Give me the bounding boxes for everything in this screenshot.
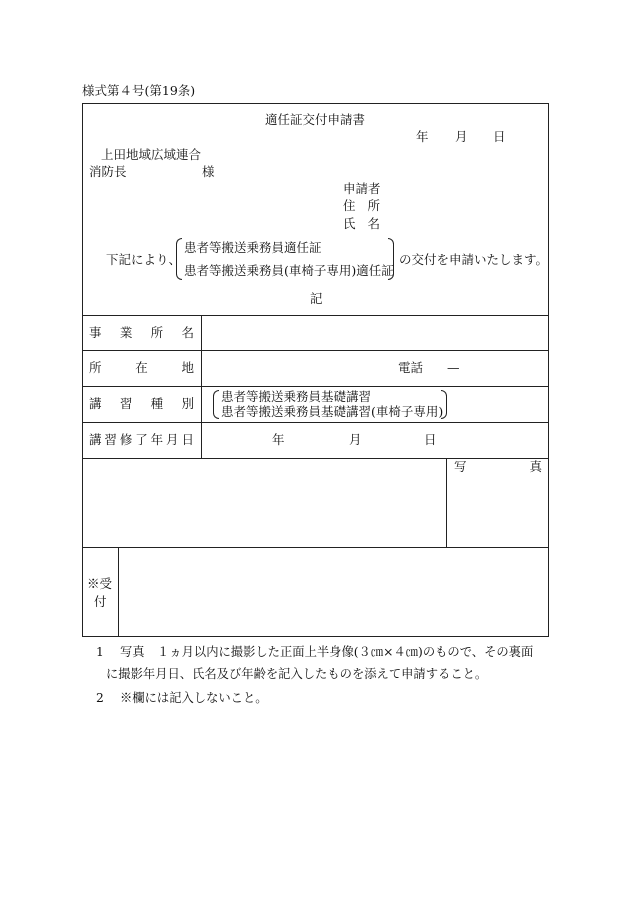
form-title: 適任証交付申請書: [265, 112, 366, 127]
course-bracket-right: [441, 390, 447, 419]
divider: [82, 386, 549, 387]
divider: [82, 422, 549, 423]
certificate-option-1: 患者等搬送乗務員適任証: [184, 240, 322, 255]
divider: [82, 458, 549, 459]
location-label: 所 在 地: [89, 360, 194, 375]
note-2-text: ※欄には記入しないこと。: [120, 691, 268, 705]
office-name-label: 事 業 所 名: [89, 325, 194, 340]
phone-label: 電話: [398, 360, 424, 375]
form-number: 様式第４号(第19条): [82, 83, 196, 98]
photo-box-divider: [446, 458, 447, 547]
applicant-heading: 申請者: [343, 181, 381, 196]
divider: [82, 350, 549, 351]
date-day: 日: [493, 129, 506, 144]
option-bracket-right: [388, 238, 394, 280]
course-type-label: 講 習 種 別: [89, 396, 194, 411]
course-option-2: 患者等搬送乗務員基礎講習(車椅子専用): [221, 404, 444, 419]
addressee-honorific: 様: [202, 164, 215, 179]
reception-label: ※受: [87, 576, 113, 591]
completion-year: 年: [272, 432, 285, 447]
address-label: 住 所: [343, 198, 380, 213]
note-1-continued: に撮影年月日、氏名及び年齢を記入したものを添えて申請すること。: [106, 667, 488, 681]
addressee-chief: 消防長: [89, 164, 127, 179]
completion-day: 日: [424, 432, 437, 447]
reception-label-2: 付: [94, 594, 107, 609]
course-option-1: 患者等搬送乗務員基礎講習: [221, 389, 372, 404]
completion-month: 月: [349, 432, 362, 447]
request-suffix: の交付を申請いたします。: [399, 252, 549, 267]
divider: [82, 315, 549, 316]
note-1-number: 1: [96, 645, 104, 659]
note-2-number: 2: [96, 691, 104, 705]
phone-dash: —: [447, 360, 460, 375]
name-label: 氏 名: [343, 216, 380, 231]
addressee-org: 上田地域広域連合: [101, 147, 202, 162]
ki-heading: 記: [310, 291, 323, 306]
reception-divider: [118, 547, 119, 637]
completion-date-label: 講 習 修 了 年 月 日: [89, 432, 194, 447]
course-bracket-left: [213, 390, 219, 419]
divider: [82, 547, 549, 548]
note-1-text: １ヵ月以内に撮影した正面上半身像(３㎝×４㎝)のもので、その裏面: [157, 645, 534, 659]
request-prefix: 下記により、: [106, 252, 182, 267]
date-month: 月: [455, 129, 468, 144]
label-column-divider: [201, 315, 202, 458]
certificate-option-2: 患者等搬送乗務員(車椅子専用)適任証: [184, 263, 394, 278]
option-bracket-left: [176, 238, 182, 280]
photo-label: 写 真: [454, 459, 542, 474]
date-year: 年: [416, 129, 429, 144]
note-1-title: 写真: [120, 645, 145, 659]
